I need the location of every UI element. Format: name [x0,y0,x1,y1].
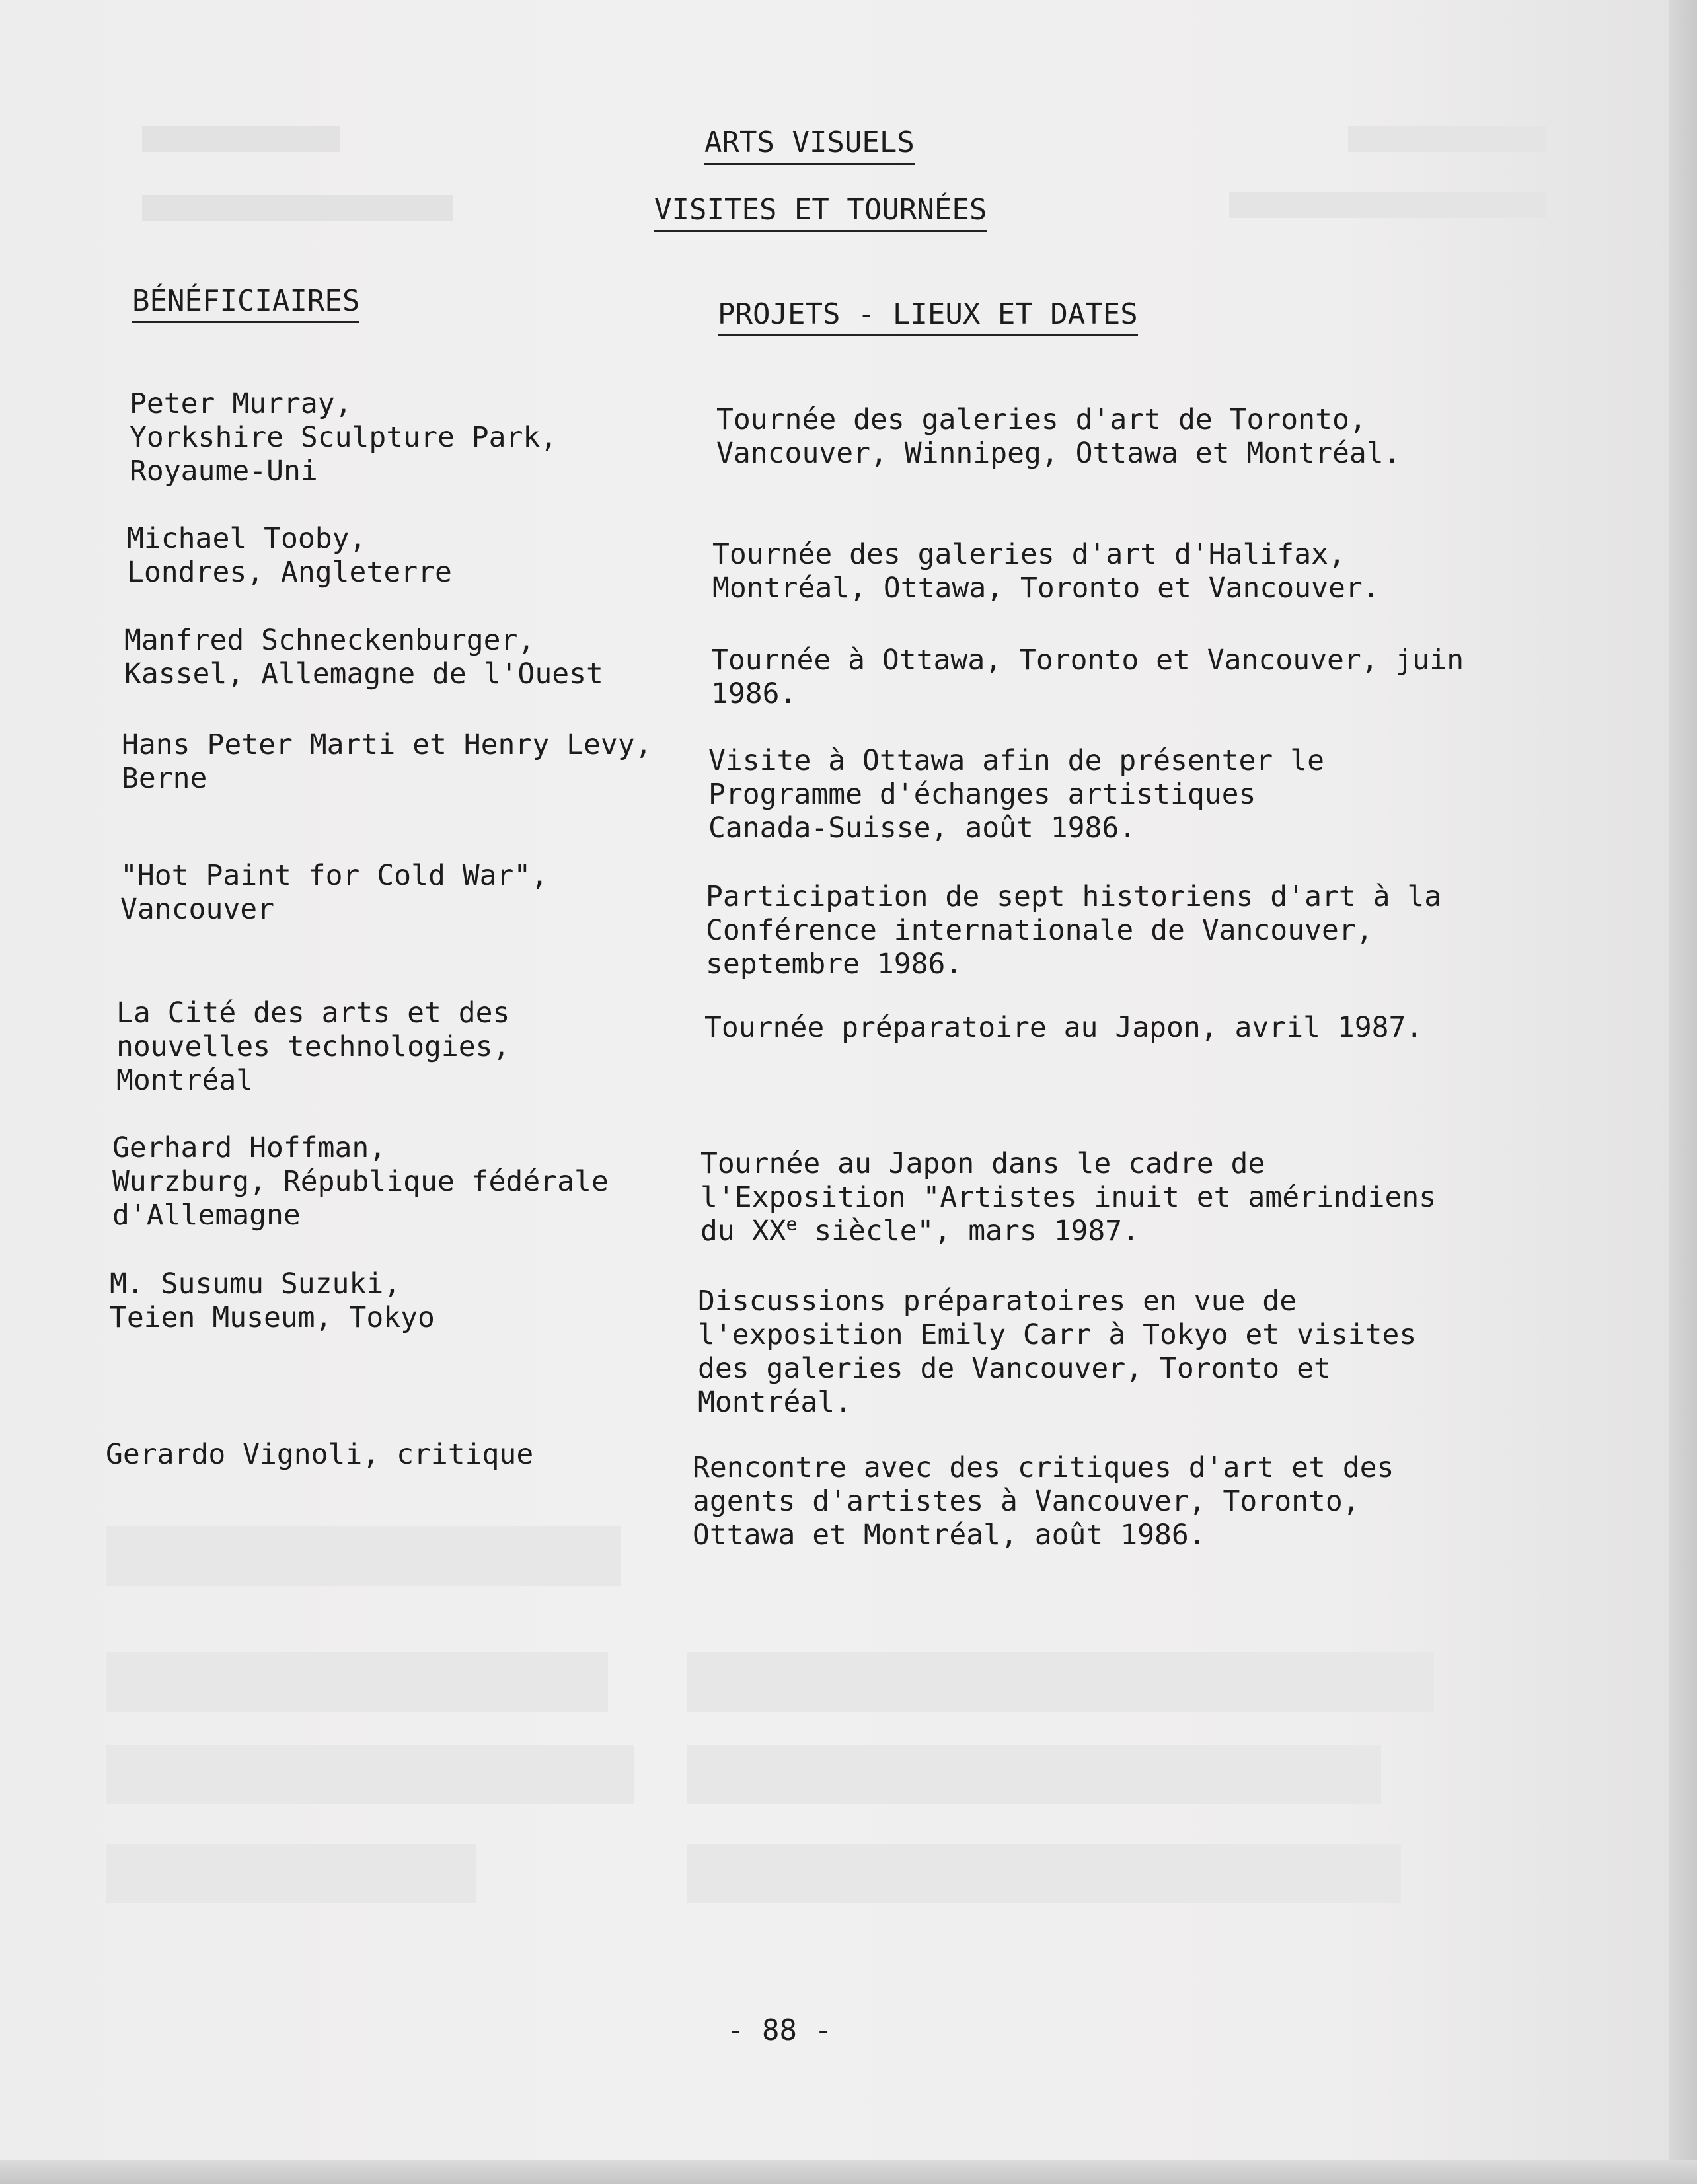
project-entry: Tournée à Ottawa, Toronto et Vancouver, juin 1986. [711,644,1464,710]
page-edge-shadow [1669,0,1697,2184]
beneficiary-entry: Gerardo Vignoli, critique [106,1438,534,1471]
project-line: Tournée au Japon dans le cadre de [700,1147,1265,1180]
bleed-through-mark [1229,192,1546,218]
bleed-through-mark [106,1745,634,1804]
project-entry: Rencontre avec des critiques d'art et des agents d'artistes à Vancouver, Toronto, Ottawa et Montréal, août 1986. [693,1451,1394,1552]
project-entry: Tournée des galeries d'art d'Halifax, Montréal, Ottawa, Toronto et Vancouver. [712,538,1380,605]
beneficiary-entry: La Cité des arts et des nouvelles technologies, Montréal [116,997,510,1097]
project-line: siècle", mars 1987. [797,1215,1140,1248]
page-number: - 88 - [727,2014,832,2047]
projects-column-heading: PROJETS - LIEUX ET DATES [718,296,1138,336]
bleed-through-mark [106,1844,476,1903]
beneficiaries-column-heading: BÉNÉFICIAIRES [132,283,359,323]
page-bottom-edge [0,2160,1697,2184]
beneficiary-entry: "Hot Paint for Cold War", Vancouver [120,859,548,926]
bleed-through-mark [106,1652,608,1712]
beneficiary-entry: M. Susumu Suzuki, Teien Museum, Tokyo [110,1267,435,1334]
subsection-heading: VISITES ET TOURNÉES [654,192,987,232]
bleed-through-mark [106,1526,621,1586]
beneficiary-entry: Michael Tooby, Londres, Angleterre [127,522,452,589]
project-entry: Participation de sept historiens d'art à la Conférence internationale de Vancouver, septembre 1986. [706,880,1442,981]
beneficiary-entry: Peter Murray, Yorkshire Sculpture Park, Royaume-Uni [130,387,558,488]
beneficiary-entry: Hans Peter Marti et Henry Levy, Berne [122,728,652,795]
project-entry [700,1147,1493,1248]
beneficiary-entry: Gerhard Hoffman, Wurzburg, République fédérale d'Allemagne [112,1131,609,1232]
beneficiary-entry: Manfred Schneckenburger, Kassel, Allemagne de l'Ouest [124,624,603,691]
project-line: l'Exposition "Artistes inuit et amérindiens [700,1181,1437,1214]
superscript: e [786,1213,798,1235]
bleed-through-mark [142,126,340,152]
bleed-through-mark [687,1844,1401,1903]
project-line: du XX [700,1215,786,1248]
project-entry: Tournée des galeries d'art de Toronto, Vancouver, Winnipeg, Ottawa et Montréal. [716,403,1401,470]
section-heading: ARTS VISUELS [704,124,915,165]
bleed-through-mark [687,1652,1434,1712]
bleed-through-mark [1348,126,1546,152]
project-entry: Visite à Ottawa afin de présenter le Programme d'échanges artistiques Canada-Suisse, août 1986. [708,744,1324,845]
project-entry: Tournée préparatoire au Japon, avril 1987. [704,1011,1423,1044]
bleed-through-mark [142,195,453,221]
bleed-through-mark [687,1745,1381,1804]
project-entry: Discussions préparatoires en vue de l'exposition Emily Carr à Tokyo et visites des galeries de Vancouver, Toronto et Montréal. [698,1285,1417,1419]
